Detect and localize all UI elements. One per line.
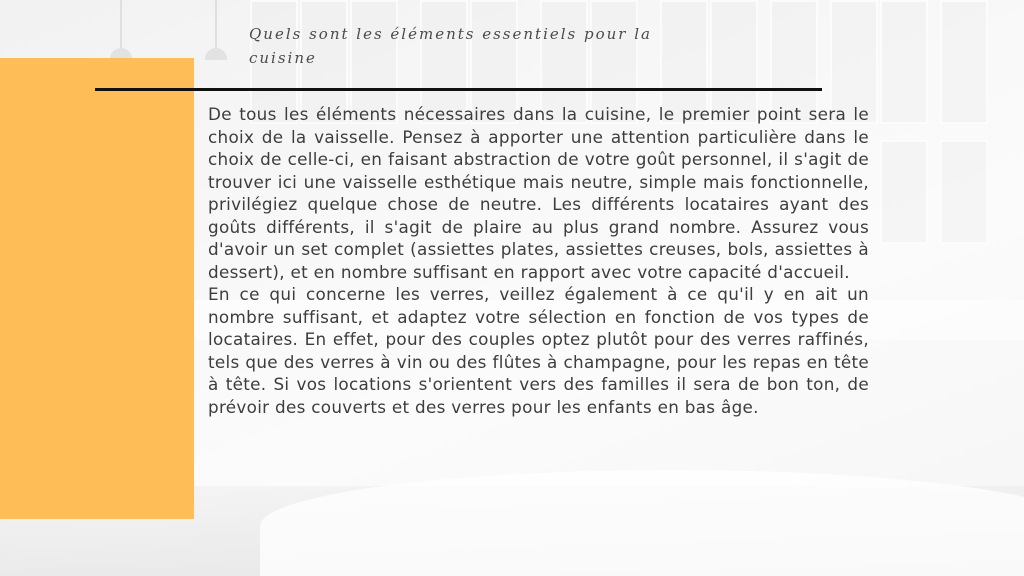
title-divider bbox=[95, 88, 822, 91]
accent-block bbox=[0, 58, 194, 519]
slide-title: Quels sont les éléments essentiels pour la cuisine bbox=[249, 25, 652, 67]
body-text bbox=[208, 103, 869, 418]
body-paragraph: De tous les éléments nécessaires dans la cuisine, le premier point sera le choix de la vaisselle. Pensez à apporter une attention particulière dans le choix de celle-ci, en faisant abstraction de votre goût personnel, il s'agit de trouver ici une vaisselle esthétique mais neutre, simple mais fonctionnelle, privilégiez quelque chose de neutre. Les différents locataires ayant des goûts différents, il s'agit de plaire au plus grand nombre. Assurez vous d'avoir un set complet (assiettes plates, assiettes creuses, bols, assiettes à dessert), et en nombre suffisant en rapport avec votre capacité d'accueil. bbox=[208, 104, 869, 282]
body-paragraph: En ce qui concerne les verres, veillez également à ce qu'il y en ait un nombre suffisant, et adaptez votre sélection en fonction de vos types de locataires. En effet, pour des couples optez plutôt pour des verres raffinés, tels que des verres à vin ou des flûtes à champagne, pour les repas en tête à tête. Si vos locations s'orientent vers des familles il sera de bon ton, de prévoir des couverts et des verres pour les enfants en bas âge. bbox=[208, 284, 869, 417]
